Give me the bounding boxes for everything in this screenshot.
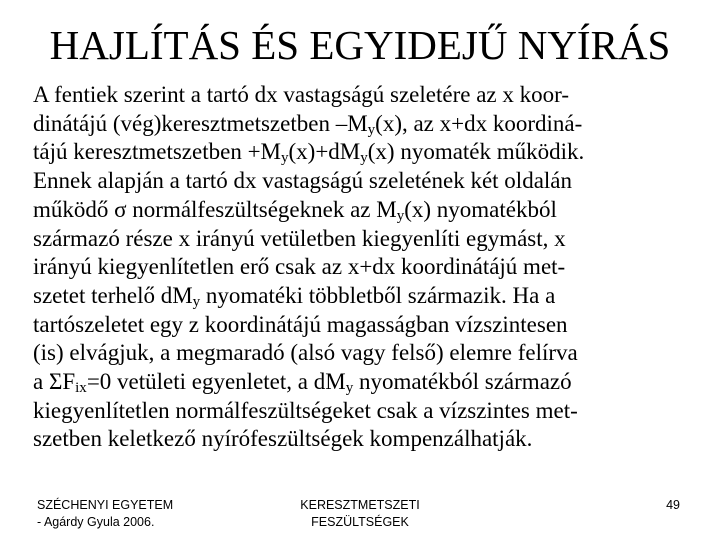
footer-university: SZÉCHENYI EGYETEM (37, 498, 174, 512)
subscript: y (281, 150, 289, 167)
text-line: Ennek alapján a tartó dx vastagságú szeletének két oldalán (33, 168, 573, 194)
text-line: szetben keletkező nyírófeszültségek kompenzálhatják. (33, 426, 533, 452)
subscript: y (192, 293, 201, 310)
subscript: y (345, 380, 354, 397)
text-run: =0 vetületi egyenletet, a dM (86, 369, 346, 395)
text-line: A fentiek szerint a tartó dx vastagságú szeletére az x koor- (33, 82, 569, 107)
page-number: 49 (666, 498, 680, 512)
footer-institution (37, 497, 173, 531)
text-line (33, 196, 693, 225)
text-line: kiegyenlítetlen normálfeszültségeket csak a vízszintes met- (33, 397, 578, 423)
text-run: (x) nyomaték működik. (367, 139, 585, 165)
text-run: működő σ normálfeszültségeknek az M (33, 196, 397, 222)
text-line (33, 368, 693, 397)
text-run: (x) nyomatékból (404, 196, 557, 222)
text-line (33, 282, 693, 311)
text-run: a ΣF (33, 369, 76, 395)
footer-topic-line2: FESZÜLTSÉGEK (311, 515, 409, 529)
text-line (33, 138, 693, 167)
text-line: (is) elvágjuk, a megmaradó (alsó vagy felső) elemre felírva (33, 340, 578, 366)
subscript: y (396, 207, 405, 224)
text-line (33, 110, 693, 139)
text-line: tartószeletet egy z koordinátájú magasságban vízszintesen (33, 311, 568, 337)
text-line: irányú kiegyenlítetlen erő csak az x+dx koordinátájú met- (33, 254, 566, 280)
footer-author: - Agárdy Gyula 2006. (37, 515, 155, 529)
text-line: származó része x irányú vetületben kiegyenlíti egymást, x (33, 225, 566, 251)
text-run: (x)+dM (288, 139, 361, 165)
text-run: (x), az x+dx koordiná- (375, 110, 583, 136)
text-run: tájú keresztmetszetben +M (33, 139, 281, 165)
footer-topic-line1: KERESZTMETSZETI (300, 498, 420, 512)
text-run: nyomatékból származó (353, 369, 572, 395)
text-run: dinátájú (vég)keresztmetszetben –M (33, 110, 368, 136)
text-run: nyomatéki többletből származik. Ha a (200, 282, 556, 308)
body-paragraph (33, 81, 693, 454)
subscript: ix (75, 380, 87, 397)
subscript: y (367, 121, 376, 138)
footer-topic (240, 497, 480, 531)
subscript: y (360, 150, 368, 167)
text-run: szetet terhelő dM (33, 282, 193, 308)
slide-title: HAJLÍTÁS ÉS EGYIDEJŰ NYÍRÁS (49, 22, 671, 68)
